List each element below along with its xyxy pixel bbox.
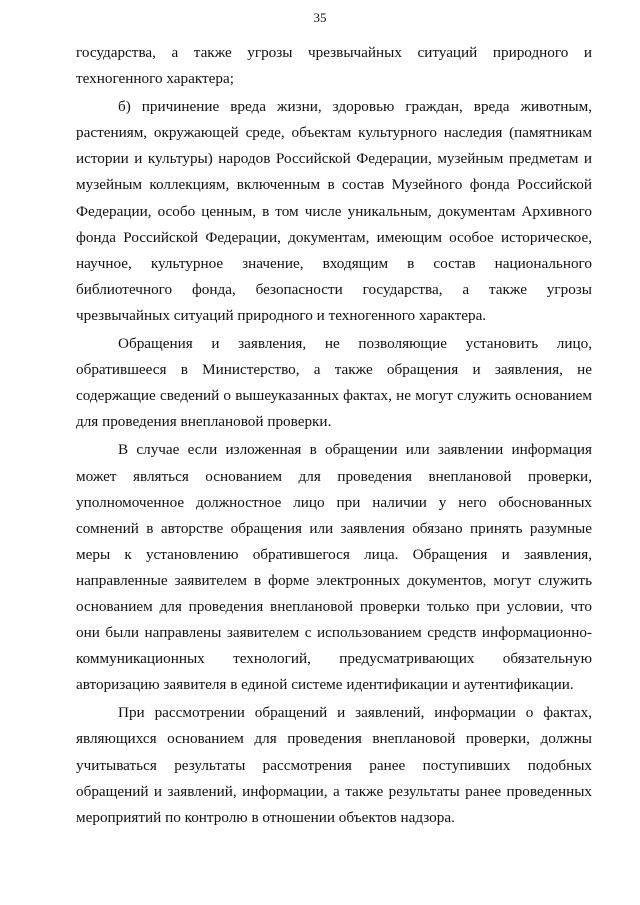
page-number: 35 <box>313 10 327 25</box>
paragraph-anonymous-appeals: Обращения и заявления, не позволяющие установить лицо, обратившееся в Министерство, а также обращения и заявления, не содержащие сведений о вышеуказанных фактах, не могут служить основанием для проведения внеплановой проверки. <box>76 335 592 431</box>
paragraph-item-b: б) причинение вреда жизни, здоровью граждан, вреда животным, растениям, окружающей среде, объектам культурного наследия (памятникам истории и культуры) народов Российской Федерации, музейным предметам и музейным коллекциям, включенным в состав Музейного фонда Российской Федерации, особо ценным, в том числе уникальным, документам Архивного фонда Российской Федерации, документам, имеющим особое историческое, научное, культурное значение, входящим в состав национального библиотечного фонда, безопасности государства, а также угрозы чрезвычайных ситуаций природного и техногенного характера. <box>76 98 592 324</box>
paragraph-prior-results: При рассмотрении обращений и заявлений, информации о фактах, являющихся основанием для проведения внеплановой проверки, должны учитываться результаты рассмотрения ранее поступивших подобных обращений и заявлений, информации, а также результаты ранее проведенных мероприятий по контролю в отношении объектов надзора. <box>76 704 592 826</box>
paragraph-continuation: государства, а также угрозы чрезвычайных ситуаций природного и техногенного характера; <box>76 44 592 88</box>
paragraph-authorship-doubts: В случае если изложенная в обращении или заявлении информация может являться основанием для проведения внеплановой проверки, уполномоченное должностное лицо при наличии у него обоснованных сомнений в авторстве обращения или заявления обязано принять разумные меры к установлению обратившегося лица. Обращения и заявления, направленные заявителем в форме электронных документов, могут служить основанием для проведения внеплановой проверки только при условии, что они были направлены заявителем с использованием средств информационно-коммуникационных технологий, предусматривающих обязательную авторизацию заявителя в единой системе идентификации и аутентификации. <box>76 441 592 694</box>
document-body <box>76 40 592 831</box>
